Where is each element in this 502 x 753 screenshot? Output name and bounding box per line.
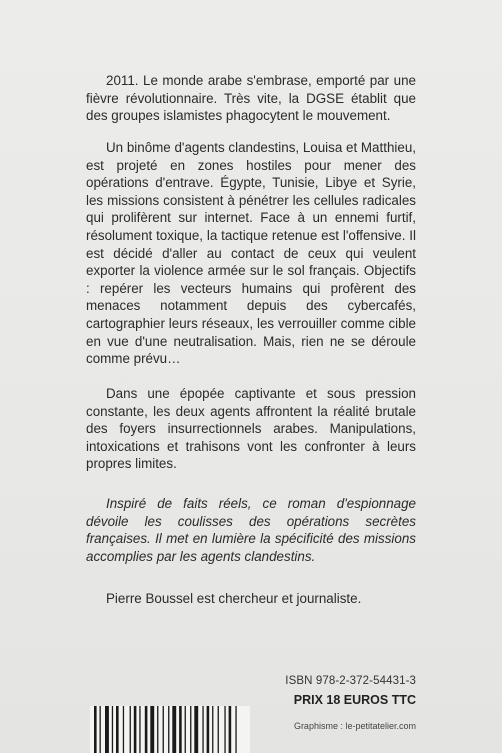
- isbn-number: ISBN 978-2-372-54431-3: [285, 675, 416, 687]
- barcode-bar: [224, 706, 225, 753]
- paragraph-text: Pierre Boussel est chercheur et journaliste.: [106, 591, 362, 606]
- barcode-graphic: [90, 706, 250, 753]
- barcode-bar: [94, 706, 97, 753]
- barcode-bar: [235, 706, 236, 753]
- barcode-bar: [218, 706, 219, 753]
- barcode-bar: [207, 706, 210, 753]
- paragraph-text: Un binôme d'agents clandestins, Louisa et Matthieu, est projeté en zones hostiles pour mener des opérations d'entrave. Égypte, Tunisie, Libye et Syrie, les missions consistent à pénétrer les cellules radicales qui prolifèrent sur internet. Face à un ennemi furtif, résolument toxique, la tactique retenue est l'offensive. Il est décidé d'aller au contact de ceux qui veulent exporter la violence armée sur le sol français. Objectifs : repérer les vecteurs humains qui profèrent des menaces notamment depuis des cybercafés, cartographier leurs réseaux, les verrouiller comme cible en vue d'une neutralisation. Mais, rien ne se déroule comme prévu…: [86, 140, 416, 367]
- barcode-bar: [105, 706, 109, 753]
- barcode-bar: [134, 706, 137, 753]
- summary-paragraph-3: [86, 385, 416, 473]
- barcode-bar: [229, 706, 232, 753]
- barcode-bar: [163, 706, 164, 753]
- barcode-bar: [116, 706, 119, 753]
- barcode-bar: [112, 706, 113, 753]
- barcode-bar: [202, 706, 203, 753]
- barcode-bar: [157, 706, 158, 753]
- design-credit: Graphisme : le-petitatelier.com: [293, 721, 416, 731]
- barcode-bar: [145, 706, 148, 753]
- author-bio: [86, 590, 416, 608]
- barcode-bar: [123, 706, 124, 753]
- barcode-bar: [168, 706, 169, 753]
- barcode-bar: [100, 706, 101, 753]
- summary-paragraph-1: [86, 72, 416, 125]
- price-label: PRIX 18 EUROS TTC: [293, 693, 416, 707]
- barcode-bar: [150, 706, 154, 753]
- paragraph-text: Inspiré de faits réels, ce roman d'espionnage dévoile les coulisses des opérations secrètes françaises. Il met en lumière la spécificité des missions accomplies par les agents clandestins.: [86, 496, 416, 564]
- paragraph-text: 2011. Le monde arabe s'embrase, emporté par une fièvre révolutionnaire. Très vite, la DGSE établit que des groupes islamistes phagocytent le mouvement.: [86, 73, 416, 124]
- barcode-bar: [179, 706, 182, 753]
- italic-blurb: [86, 495, 416, 565]
- barcode-bar: [172, 706, 176, 753]
- barcode-bar: [194, 706, 198, 753]
- summary-paragraph-2: [86, 139, 416, 368]
- barcode-bar: [185, 706, 186, 753]
- barcode-bar: [130, 706, 131, 753]
- barcode-bar: [212, 706, 213, 753]
- barcode: [90, 706, 250, 753]
- barcode-bar: [190, 706, 191, 753]
- paragraph-text: Dans une épopée captivante et sous pression constante, les deux agents affrontent la réalité brutale des foyers insurrectionnels arabes. Manipulations, intoxications et trahisons vont les confronter à leurs propres limites.: [86, 386, 416, 472]
- barcode-bar: [139, 706, 140, 753]
